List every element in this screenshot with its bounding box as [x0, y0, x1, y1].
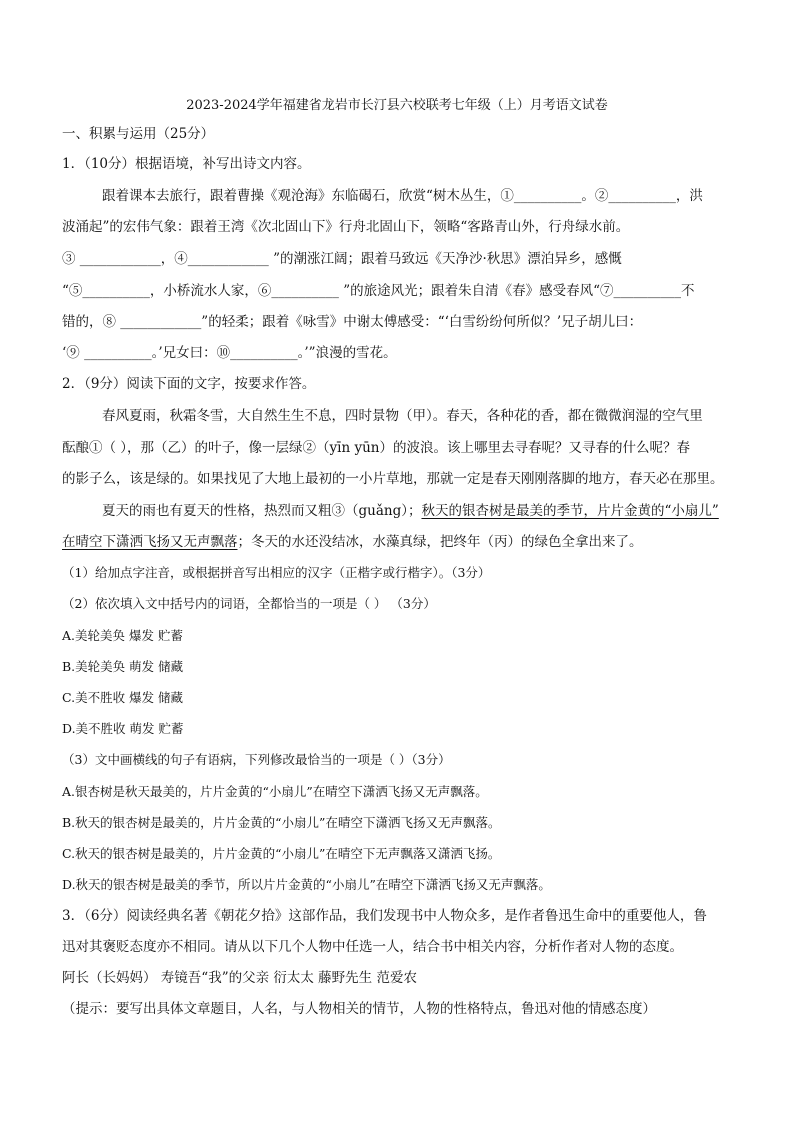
question-1-line-1: 跟着课本去旅行，跟着曹操《观沧海》东临碣石，欣赏“树木丛生，①__________。②__________，洪	[102, 188, 703, 204]
question-2-stem: 2．（9分）阅读下面的文字，按要求作答。	[62, 376, 316, 392]
passage-line-5	[62, 532, 643, 552]
sub-question-2: （2）依次填入文中括号内的词语，全都恰当的一项是（ ） （3分）	[62, 596, 436, 611]
character-list: 阿长（长妈妈） 寿镜吾“我”的父亲 衍太太 藤野先生 范爱农	[62, 970, 417, 986]
passage-line-4	[102, 501, 719, 521]
question-1-stem: 1．（10分）根据语境，补写出诗文内容。	[62, 156, 311, 172]
underlined-sentence-part-2: 在晴空下潇洒飞扬又无声飘落	[62, 534, 238, 550]
option-a: A.美轮美奂 爆发 贮蓄	[62, 628, 183, 643]
correction-c: C.秋天的银杏树是最美的，片片金黄的“小扇儿”在晴空下无声飘落又潇洒飞扬。	[62, 846, 501, 861]
option-c: C.美不胜收 爆发 储藏	[62, 690, 184, 705]
question-1-line-2: 波涌起”的宏伟气象：跟着王湾《次北固山下》行舟北固山下，领略“客路青山外，行舟绿水前。	[62, 219, 630, 235]
question-3-stem: 3．（6分）阅读经典名著《朝花夕拾》这部作品，我们发现书中人物众多，是作者鲁迅生命中的重要他人，鲁	[62, 908, 707, 924]
sub-question-3: （3）文中画横线的句子有语病，下列修改最恰当的一项是（ ）（3分）	[62, 752, 451, 767]
question-1-line-3: ③ ____________，④____________ ”的潮涨江阔；跟着马致远《天净沙·秋思》漂泊异乡，感慨	[62, 251, 622, 267]
correction-a: A.银杏树是秋天最美的，片片金黄的“小扇儿”在晴空下潇洒飞扬又无声飘落。	[62, 784, 488, 799]
passage-line-5-text: ；冬天的水还没结冰，水藻真绿，把终年（丙）的绿色全拿出来了。	[237, 534, 643, 550]
question-1-line-5: 错的，⑧ ____________”的轻柔；跟着《咏雪》中谢太傅感受：“‘白雪纷纷何所似？’兄子胡儿曰：	[62, 314, 643, 330]
hint-text: （提示：要写出具体文章题目，人名，与人物相关的情节，人物的性格特点，鲁迅对他的情感态度）	[62, 1001, 656, 1017]
exam-title: 2023-2024学年福建省龙岩市长汀县六校联考七年级（上）月考语文试卷	[186, 98, 608, 113]
sub-question-1: （1）给加点字注音，或根据拼音写出相应的汉字（正楷字或行楷字）。（3分）	[62, 565, 491, 580]
question-3-stem-2: 迅对其褒贬态度亦不相同。请从以下几个人物中任选一人，结合书中相关内容，分析作者对人物的态度。	[62, 939, 683, 955]
passage-line-3: 的影子么，该是绿的。如果找见了大地上最初的一小片草地，那就一定是春天刚刚落脚的地方，春天必在那里。	[62, 471, 724, 487]
option-d: D.美不胜收 萌发 贮蓄	[62, 721, 184, 736]
section-heading: 一、积累与运用（25分）	[62, 126, 215, 142]
question-1-line-4: “⑤__________，小桥流水人家，⑥__________ ”的旅途风光；跟着朱自清《春》感受春风“⑦__________不	[62, 283, 695, 299]
correction-d: D.秋天的银杏树是最美的季节，所以片片金黄的“小扇儿”在晴空下潇洒飞扬又无声飘落。	[62, 877, 551, 892]
underlined-sentence-part-1: 秋天的银杏树是最美的季节，片片金黄的“小扇儿”	[421, 503, 719, 519]
passage-line-2: 酝酿①（ ），那（乙）的叶子，像一层绿②（yīn yūn）的波浪。该上哪里去寻春呢？又寻春的什么呢？春	[62, 440, 690, 456]
question-1-line-6: ‘⑨ __________。’兄女曰：⑩__________。’”浪漫的雪花。	[62, 345, 397, 361]
passage-line-4-text: 夏天的雨也有夏天的性格，热烈而又粗③（guǎng）；	[102, 503, 422, 519]
option-b: B.美轮美奂 萌发 储藏	[62, 659, 184, 674]
passage-line-1: 春风夏雨，秋霜冬雪，大自然生生不息，四时景物（甲）。春天，各种花的香，都在微微润湿的空气里	[102, 408, 703, 424]
correction-b: B.秋天的银杏树是最美的，片片金黄的“小扇儿”在晴空下潇洒飞扬又无声飘落。	[62, 815, 501, 830]
